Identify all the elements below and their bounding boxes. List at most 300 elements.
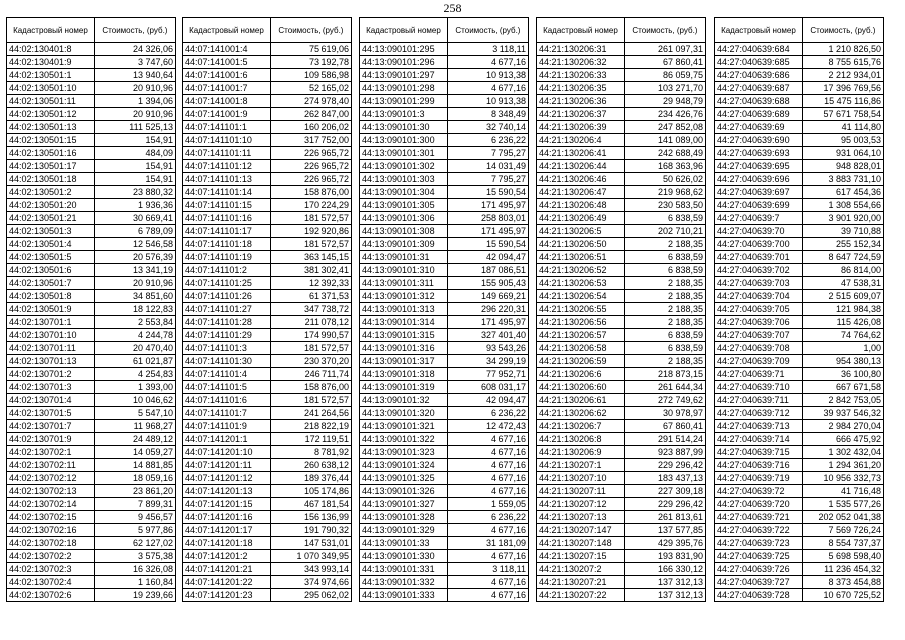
table-row <box>7 485 176 498</box>
cost-cell: 193 831,90 <box>624 550 705 563</box>
table-row <box>537 420 706 433</box>
table-row <box>360 108 529 121</box>
cadastral-number-cell: 44:07:141101:4 <box>183 368 271 381</box>
table-row <box>7 95 176 108</box>
cadastral-number-cell: 44:07:141101:27 <box>183 303 271 316</box>
table-row <box>7 355 176 368</box>
table-row <box>183 329 352 342</box>
cost-cell: 14 031,49 <box>447 160 528 173</box>
cost-cell: 154,91 <box>94 173 175 186</box>
cost-cell: 258 803,01 <box>447 212 528 225</box>
table-row <box>360 199 529 212</box>
cost-cell: 262 847,00 <box>270 108 351 121</box>
cost-cell: 34 851,60 <box>94 290 175 303</box>
cost-cell: 218 873,15 <box>624 368 705 381</box>
cadastral-number-cell: 44:13:090101:312 <box>360 290 448 303</box>
cost-cell: 226 965,72 <box>270 147 351 160</box>
cadastral-number-cell: 44:27:040639:699 <box>715 199 803 212</box>
cost-cell: 19 239,66 <box>94 589 175 602</box>
cost-cell: 30 978,97 <box>624 407 705 420</box>
cadastral-number-cell: 44:27:040639:706 <box>715 316 803 329</box>
table-row <box>7 251 176 264</box>
cost-cell: 10 913,38 <box>447 95 528 108</box>
cost-cell: 11 236 454,32 <box>802 563 883 576</box>
cadastral-number-cell: 44:21:130206:56 <box>537 316 625 329</box>
cadastral-number-cell: 44:27:040639:705 <box>715 303 803 316</box>
table-row <box>360 251 529 264</box>
cadastral-number-cell: 44:07:141201:2 <box>183 550 271 563</box>
table-row <box>537 407 706 420</box>
cadastral-number-cell: 44:27:040639:685 <box>715 56 803 69</box>
cost-cell: 381 302,41 <box>270 264 351 277</box>
table-row <box>537 290 706 303</box>
table-row <box>7 225 176 238</box>
cadastral-number-cell: 44:07:141101:30 <box>183 355 271 368</box>
table-row <box>360 238 529 251</box>
cadastral-number-cell: 44:07:141201:23 <box>183 589 271 602</box>
cost-cell: 5 698 598,40 <box>802 550 883 563</box>
cadastral-number-cell: 44:13:090101:31 <box>360 251 448 264</box>
cost-cell: 86 059,75 <box>624 69 705 82</box>
table-row <box>360 290 529 303</box>
cadastral-number-cell: 44:02:130501:21 <box>7 212 95 225</box>
cost-cell: 61 371,53 <box>270 290 351 303</box>
table-row <box>537 225 706 238</box>
table-row <box>715 225 884 238</box>
cost-cell: 291 514,24 <box>624 433 705 446</box>
cost-cell: 8 781,92 <box>270 446 351 459</box>
cost-cell: 73 192,78 <box>270 56 351 69</box>
table-row <box>715 576 884 589</box>
cadastral-number-cell: 44:27:040639:701 <box>715 251 803 264</box>
cost-cell: 187 086,51 <box>447 264 528 277</box>
cost-cell: 105 174,86 <box>270 485 351 498</box>
cost-cell: 18 059,16 <box>94 472 175 485</box>
cost-cell: 6 236,22 <box>447 407 528 420</box>
table-row <box>537 251 706 264</box>
cadastral-number-cell: 44:27:040639:723 <box>715 537 803 550</box>
table-row <box>537 459 706 472</box>
cadastral-number-cell: 44:21:130206:6 <box>537 368 625 381</box>
cadastral-number-cell: 44:21:130207:12 <box>537 498 625 511</box>
table-row <box>715 498 884 511</box>
cadastral-number-cell: 44:27:040639:696 <box>715 173 803 186</box>
table-row <box>7 173 176 186</box>
cadastral-number-cell: 44:21:130206:48 <box>537 199 625 212</box>
table-row <box>7 43 176 56</box>
cost-cell: 192 920,86 <box>270 225 351 238</box>
cadastral-table-4 <box>536 17 706 602</box>
table-row <box>537 550 706 563</box>
cost-cell: 15 590,54 <box>447 238 528 251</box>
cost-cell: 241 264,56 <box>270 407 351 420</box>
cadastral-number-cell: 44:07:141101:15 <box>183 199 271 212</box>
cost-cell: 1 535 577,26 <box>802 498 883 511</box>
cost-cell: 2 188,35 <box>624 303 705 316</box>
table-row <box>537 342 706 355</box>
cadastral-number-cell: 44:02:130702:15 <box>7 511 95 524</box>
cadastral-number-cell: 44:27:040639:716 <box>715 459 803 472</box>
cadastral-number-cell: 44:02:130501:3 <box>7 225 95 238</box>
cost-cell: 34 299,19 <box>447 355 528 368</box>
header-row <box>715 18 884 43</box>
cost-cell: 211 078,12 <box>270 316 351 329</box>
table-row <box>7 264 176 277</box>
cadastral-number-cell: 44:21:130206:61 <box>537 394 625 407</box>
cadastral-number-cell: 44:21:130206:60 <box>537 381 625 394</box>
cost-cell: 226 965,72 <box>270 160 351 173</box>
cost-cell: 218 822,19 <box>270 420 351 433</box>
table-row <box>183 368 352 381</box>
cadastral-number-cell: 44:13:090101:325 <box>360 472 448 485</box>
cost-cell: 171 495,97 <box>447 316 528 329</box>
table-row <box>7 420 176 433</box>
table-row <box>360 160 529 173</box>
table-row <box>7 394 176 407</box>
table-row <box>183 316 352 329</box>
cost-cell: 617 454,36 <box>802 186 883 199</box>
cadastral-number-cell: 44:13:090101:318 <box>360 368 448 381</box>
table-row <box>183 355 352 368</box>
cadastral-number-cell: 44:07:141101:28 <box>183 316 271 329</box>
table-row <box>715 368 884 381</box>
table-row <box>537 121 706 134</box>
table-row <box>715 43 884 56</box>
cost-cell: 10 046,62 <box>94 394 175 407</box>
table-row <box>537 563 706 576</box>
header-cost: Стоимость, (руб.) <box>802 18 883 43</box>
cadastral-number-cell: 44:21:130206:46 <box>537 173 625 186</box>
cadastral-number-cell: 44:27:040639:715 <box>715 446 803 459</box>
table-row <box>715 199 884 212</box>
cost-cell: 923 887,99 <box>624 446 705 459</box>
table-row <box>715 420 884 433</box>
cadastral-number-cell: 44:07:141101:18 <box>183 238 271 251</box>
table-row <box>537 147 706 160</box>
cadastral-table-1 <box>6 17 176 602</box>
table-row <box>715 355 884 368</box>
cadastral-number-cell: 44:07:141001:8 <box>183 95 271 108</box>
cost-cell: 166 330,12 <box>624 563 705 576</box>
cost-cell: 2 842 753,05 <box>802 394 883 407</box>
header-cost: Стоимость, (руб.) <box>624 18 705 43</box>
table-row <box>183 290 352 303</box>
cadastral-number-cell: 44:21:130206:57 <box>537 329 625 342</box>
cost-cell: 14 881,85 <box>94 459 175 472</box>
cadastral-number-cell: 44:07:141201:11 <box>183 459 271 472</box>
cadastral-number-cell: 44:07:141201:10 <box>183 446 271 459</box>
table-row <box>715 82 884 95</box>
cost-cell: 347 738,72 <box>270 303 351 316</box>
table-row <box>360 355 529 368</box>
cost-cell: 10 913,38 <box>447 69 528 82</box>
cadastral-number-cell: 44:21:130206:33 <box>537 69 625 82</box>
cost-cell: 23 861,20 <box>94 485 175 498</box>
cadastral-number-cell: 44:21:130206:5 <box>537 225 625 238</box>
cadastral-number-cell: 44:02:130702:12 <box>7 472 95 485</box>
header-cost: Стоимость, (руб.) <box>447 18 528 43</box>
cadastral-number-cell: 44:07:141101:17 <box>183 225 271 238</box>
table-row <box>360 420 529 433</box>
cadastral-number-cell: 44:21:130207:22 <box>537 589 625 602</box>
table-row <box>537 56 706 69</box>
cadastral-number-cell: 44:27:040639:712 <box>715 407 803 420</box>
cost-cell: 246 711,74 <box>270 368 351 381</box>
cost-cell: 484,09 <box>94 147 175 160</box>
cost-cell: 261 097,31 <box>624 43 705 56</box>
cost-cell: 4 677,16 <box>447 524 528 537</box>
cadastral-number-cell: 44:21:130206:62 <box>537 407 625 420</box>
cadastral-number-cell: 44:21:130206:37 <box>537 108 625 121</box>
cadastral-number-cell: 44:07:141101:11 <box>183 147 271 160</box>
cadastral-number-cell: 44:07:141201:17 <box>183 524 271 537</box>
cost-cell: 9 456,57 <box>94 511 175 524</box>
cost-cell: 57 671 758,54 <box>802 108 883 121</box>
cost-cell: 172 119,51 <box>270 433 351 446</box>
table-row <box>183 407 352 420</box>
cadastral-number-cell: 44:02:130501:4 <box>7 238 95 251</box>
cadastral-number-cell: 44:07:141101:6 <box>183 394 271 407</box>
cost-cell: 12 472,43 <box>447 420 528 433</box>
cadastral-number-cell: 44:27:040639:703 <box>715 277 803 290</box>
cadastral-table-2 <box>182 17 352 602</box>
cadastral-number-cell: 44:02:130701:13 <box>7 355 95 368</box>
cost-cell: 20 910,96 <box>94 108 175 121</box>
cost-cell: 4 677,16 <box>447 446 528 459</box>
cost-cell: 5 977,86 <box>94 524 175 537</box>
cadastral-number-cell: 44:27:040639:709 <box>715 355 803 368</box>
cadastral-number-cell: 44:07:141201:16 <box>183 511 271 524</box>
cost-cell: 95 003,53 <box>802 134 883 147</box>
cadastral-number-cell: 44:27:040639:684 <box>715 43 803 56</box>
cadastral-number-cell: 44:27:040639:693 <box>715 147 803 160</box>
cost-cell: 115 426,08 <box>802 316 883 329</box>
cadastral-number-cell: 44:21:130206:35 <box>537 82 625 95</box>
cost-cell: 229 296,42 <box>624 459 705 472</box>
cost-cell: 1 160,84 <box>94 576 175 589</box>
cadastral-number-cell: 44:07:141101:10 <box>183 134 271 147</box>
cadastral-number-cell: 44:27:040639:726 <box>715 563 803 576</box>
table-row <box>183 69 352 82</box>
cadastral-number-cell: 44:21:130206:50 <box>537 238 625 251</box>
cadastral-number-cell: 44:13:090101:299 <box>360 95 448 108</box>
table-row <box>360 303 529 316</box>
table-row <box>183 238 352 251</box>
table-row <box>7 56 176 69</box>
cadastral-number-cell: 44:07:141101:13 <box>183 173 271 186</box>
cadastral-number-cell: 44:13:090101:333 <box>360 589 448 602</box>
table-row <box>183 186 352 199</box>
cost-cell: 181 572,57 <box>270 238 351 251</box>
cadastral-number-cell: 44:21:130207:11 <box>537 485 625 498</box>
cost-cell: 12 546,58 <box>94 238 175 251</box>
cost-cell: 137 312,13 <box>624 589 705 602</box>
cost-cell: 242 688,49 <box>624 147 705 160</box>
cost-cell: 36 100,80 <box>802 368 883 381</box>
cost-cell: 1 210 826,50 <box>802 43 883 56</box>
cadastral-number-cell: 44:13:090101:326 <box>360 485 448 498</box>
table-row <box>537 264 706 277</box>
cadastral-number-cell: 44:13:090101:320 <box>360 407 448 420</box>
cadastral-number-cell: 44:07:141101:19 <box>183 251 271 264</box>
cadastral-number-cell: 44:02:130701:2 <box>7 368 95 381</box>
cost-cell: 13 940,64 <box>94 69 175 82</box>
table-row <box>537 394 706 407</box>
cadastral-number-cell: 44:27:040639:689 <box>715 108 803 121</box>
table-row <box>715 550 884 563</box>
cadastral-number-cell: 44:21:130207:21 <box>537 576 625 589</box>
table-row <box>360 446 529 459</box>
table-row <box>537 511 706 524</box>
cost-cell: 11 968,27 <box>94 420 175 433</box>
cost-cell: 41 716,48 <box>802 485 883 498</box>
table-row <box>537 472 706 485</box>
cost-cell: 4 254,83 <box>94 368 175 381</box>
header-cadastral-number: Кадастровый номер <box>537 18 625 43</box>
cost-cell: 296 220,31 <box>447 303 528 316</box>
table-row <box>360 82 529 95</box>
cost-cell: 12 392,33 <box>270 277 351 290</box>
cost-cell: 15 475 116,86 <box>802 95 883 108</box>
cost-cell: 24 326,06 <box>94 43 175 56</box>
cost-cell: 174 990,57 <box>270 329 351 342</box>
cadastral-number-cell: 44:13:090101:309 <box>360 238 448 251</box>
table-row <box>537 485 706 498</box>
table-row <box>7 303 176 316</box>
cost-cell: 156 136,99 <box>270 511 351 524</box>
cadastral-number-cell: 44:13:090101:316 <box>360 342 448 355</box>
header-cadastral-number: Кадастровый номер <box>715 18 803 43</box>
cadastral-number-cell: 44:02:130702:14 <box>7 498 95 511</box>
cadastral-number-cell: 44:13:090101:32 <box>360 394 448 407</box>
cadastral-number-cell: 44:13:090101:317 <box>360 355 448 368</box>
cadastral-number-cell: 44:27:040639:695 <box>715 160 803 173</box>
table-row <box>537 498 706 511</box>
cadastral-number-cell: 44:07:141101:12 <box>183 160 271 173</box>
cost-cell: 226 965,72 <box>270 173 351 186</box>
cost-cell: 6 789,09 <box>94 225 175 238</box>
cadastral-number-cell: 44:13:090101:295 <box>360 43 448 56</box>
cost-cell: 2 188,35 <box>624 277 705 290</box>
table-row <box>715 121 884 134</box>
cost-cell: 1 302 432,04 <box>802 446 883 459</box>
cadastral-number-cell: 44:21:130206:51 <box>537 251 625 264</box>
cost-cell: 219 968,62 <box>624 186 705 199</box>
cost-cell: 67 860,41 <box>624 56 705 69</box>
cadastral-number-cell: 44:02:130501:12 <box>7 108 95 121</box>
table-row <box>715 290 884 303</box>
cadastral-number-cell: 44:13:090101:321 <box>360 420 448 433</box>
cadastral-number-cell: 44:27:040639:719 <box>715 472 803 485</box>
table-row <box>360 368 529 381</box>
cadastral-number-cell: 44:02:130501:11 <box>7 95 95 108</box>
table-row <box>537 43 706 56</box>
cost-cell: 295 062,02 <box>270 589 351 602</box>
cadastral-number-cell: 44:27:040639:687 <box>715 82 803 95</box>
table-row <box>183 381 352 394</box>
cadastral-number-cell: 44:27:040639:721 <box>715 511 803 524</box>
cost-cell: 2 188,35 <box>624 355 705 368</box>
table-row <box>7 277 176 290</box>
cost-cell: 141 089,00 <box>624 134 705 147</box>
cost-cell: 42 094,47 <box>447 251 528 264</box>
cost-cell: 171 495,97 <box>447 225 528 238</box>
table-row <box>183 160 352 173</box>
table-row <box>360 485 529 498</box>
table-row <box>715 459 884 472</box>
cost-cell: 10 670 725,52 <box>802 589 883 602</box>
cost-cell: 8 348,49 <box>447 108 528 121</box>
table-row <box>7 381 176 394</box>
cost-cell: 39 710,88 <box>802 225 883 238</box>
cadastral-number-cell: 44:13:090101:301 <box>360 147 448 160</box>
cadastral-number-cell: 44:07:141101:3 <box>183 342 271 355</box>
table-row <box>360 329 529 342</box>
table-row <box>183 277 352 290</box>
table-row <box>537 303 706 316</box>
table-row <box>715 511 884 524</box>
cadastral-number-cell: 44:13:090101:302 <box>360 160 448 173</box>
cadastral-number-cell: 44:02:130701:4 <box>7 394 95 407</box>
table-row <box>7 511 176 524</box>
cadastral-number-cell: 44:27:040639:727 <box>715 576 803 589</box>
table-row <box>715 69 884 82</box>
table-row <box>537 212 706 225</box>
cadastral-number-cell: 44:02:130701:11 <box>7 342 95 355</box>
cost-cell: 272 749,62 <box>624 394 705 407</box>
cadastral-number-cell: 44:07:141001:6 <box>183 69 271 82</box>
cadastral-number-cell: 44:27:040639:711 <box>715 394 803 407</box>
cost-cell: 30 669,41 <box>94 212 175 225</box>
table-row <box>537 589 706 602</box>
cadastral-number-cell: 44:07:141001:7 <box>183 82 271 95</box>
table-row <box>715 537 884 550</box>
cadastral-number-cell: 44:21:130206:7 <box>537 420 625 433</box>
cadastral-number-cell: 44:27:040639:713 <box>715 420 803 433</box>
cadastral-number-cell: 44:02:130501:16 <box>7 147 95 160</box>
cadastral-number-cell: 44:13:090101:296 <box>360 56 448 69</box>
table-row <box>183 485 352 498</box>
cost-cell: 18 122,83 <box>94 303 175 316</box>
table-row <box>183 82 352 95</box>
table-row <box>360 121 529 134</box>
table-row <box>715 134 884 147</box>
table-row <box>360 134 529 147</box>
cost-cell: 8 373 454,88 <box>802 576 883 589</box>
cost-cell: 6 838,59 <box>624 342 705 355</box>
table-row <box>7 238 176 251</box>
table-row <box>715 56 884 69</box>
cost-cell: 229 296,42 <box>624 498 705 511</box>
table-row <box>537 160 706 173</box>
cadastral-number-cell: 44:13:090101:306 <box>360 212 448 225</box>
cost-cell: 7 569 726,24 <box>802 524 883 537</box>
table-row <box>537 277 706 290</box>
table-row <box>183 173 352 186</box>
cadastral-number-cell: 44:21:130207:13 <box>537 511 625 524</box>
table-row <box>7 550 176 563</box>
cadastral-number-cell: 44:27:040639:688 <box>715 95 803 108</box>
cost-cell: 4 677,16 <box>447 472 528 485</box>
cost-cell: 3 118,11 <box>447 563 528 576</box>
cost-cell: 1 393,00 <box>94 381 175 394</box>
table-row <box>537 329 706 342</box>
cost-cell: 75 619,06 <box>270 43 351 56</box>
header-cost: Стоимость, (руб.) <box>94 18 175 43</box>
cadastral-number-cell: 44:02:130701:7 <box>7 420 95 433</box>
cost-cell: 2 984 270,04 <box>802 420 883 433</box>
cadastral-number-cell: 44:13:090101:304 <box>360 186 448 199</box>
